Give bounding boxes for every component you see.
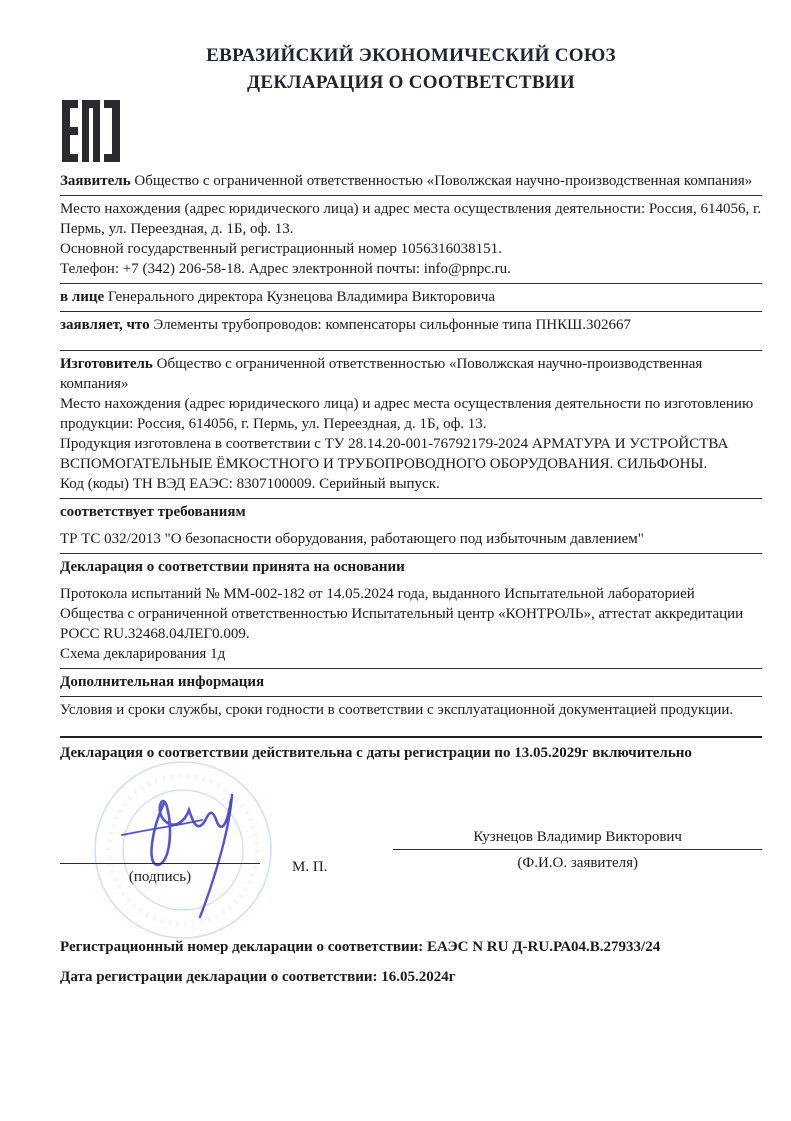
document-title-line1: ЕВРАЗИЙСКИЙ ЭКОНОМИЧЕСКИЙ СОЮЗ <box>206 45 616 66</box>
registration-date-value: 16.05.2024г <box>381 969 456 985</box>
compliance-row <box>60 499 762 554</box>
document-title-line2: ДЕКЛАРАЦИЯ О СООТВЕТСТВИИ <box>247 72 575 93</box>
manufacturer-label: Изготовитель <box>60 356 153 372</box>
in-person-row <box>60 284 762 312</box>
signature-line-block <box>60 849 260 887</box>
declares-row <box>60 312 762 351</box>
applicant-address: Место нахождения (адрес юридического лица) и адрес места осуществления деятельности: Россия, 614056, г. Пермь, ул. Переездная, д. 1Б, оф. 13. <box>60 201 762 237</box>
applicant-details-row <box>60 196 762 284</box>
registration-number-value: ЕАЭС N RU Д-RU.РА04.В.27933/24 <box>427 939 661 955</box>
registration-footer <box>60 937 762 987</box>
signature-row <box>60 829 762 887</box>
registration-date-label: Дата регистрации декларации о соответствии: <box>60 969 378 985</box>
applicant-label: Заявитель <box>60 173 131 189</box>
declarant-name: Кузнецов Владимир Викторович <box>393 827 762 850</box>
additional-text-row <box>60 697 762 738</box>
stamp-place-label: М. П. <box>292 859 328 875</box>
eac-mark-icon <box>62 100 762 162</box>
declares-label: заявляет, что <box>60 317 150 333</box>
manufacturer-text: Общество с ограниченной ответственностью «Поволжская научно-производственная компания» <box>60 356 703 392</box>
additional-header: Дополнительная информация <box>60 674 265 690</box>
basis-header: Декларация о соответствии принята на основании <box>60 559 405 575</box>
signature-line <box>60 849 260 864</box>
applicant-ogrn: Основной государственный регистрационный номер 1056316038151. <box>60 241 502 257</box>
declarant-name-block <box>393 829 762 873</box>
declares-text: Элементы трубопроводов: компенсаторы сильфонные типа ПНКШ.302667 <box>153 317 632 333</box>
declarant-name-caption: (Ф.И.О. заявителя) <box>517 855 639 871</box>
additional-header-row <box>60 669 762 697</box>
applicant-contacts: Телефон: +7 (342) 206-58-18. Адрес электронной почты: info@pnpc.ru. <box>60 261 511 277</box>
applicant-row <box>60 168 762 196</box>
compliance-text: ТР ТС 032/2013 "О безопасности оборудования, работающего под избыточным давлением" <box>60 531 644 547</box>
basis-scheme: Схема декларирования 1д <box>60 646 226 662</box>
registration-number-label: Регистрационный номер декларации о соответствии: <box>60 939 424 955</box>
manufacturer-product: Продукция изготовлена в соответствии с ТУ 28.14.20-001-76792179-2024 АРМАТУРА И УСТРОЙСТВА ВСПОМОГАТЕЛЬНЫЕ ЁМКОСТНОГО И ТРУБОПРОВОДНОГО ОБОРУДОВАНИЯ. СИЛЬФОНЫ. <box>60 436 729 472</box>
manufacturer-address: Место нахождения (адрес юридического лица) и адрес места осуществления деятельности по изготовлению продукции: Россия, 614056, г. Пермь, ул. Переездная, д. 1Б, оф. 13. <box>60 396 754 432</box>
signature-area <box>60 777 762 927</box>
manufacturer-tnved: Код (коды) ТН ВЭД ЕАЭС: 8307100009. Серийный выпуск. <box>60 476 440 492</box>
registration-date-line <box>60 967 762 987</box>
manufacturer-row <box>60 351 762 499</box>
registration-number-line <box>60 937 762 957</box>
additional-text: Условия и сроки службы, сроки годности в соответствии с эксплуатационной документацией продукции. <box>60 702 734 718</box>
in-person-label: в лице <box>60 289 105 305</box>
basis-row <box>60 554 762 669</box>
in-person-text: Генерального директора Кузнецова Владимира Викторовича <box>107 289 496 305</box>
basis-text: Протокола испытаний № ММ-002-182 от 14.05.2024 года, выданного Испытательной лабораторией Общества с ограниченной ответственностью Испытательный центр «КОНТРОЛЬ», аттестат аккредитации РОСС RU.32468.04ЛЕГ0.009. <box>60 586 744 642</box>
compliance-header: соответствует требованиям <box>60 504 246 520</box>
signature-caption: (подпись) <box>128 869 192 885</box>
validity-statement: Декларация о соответствии действительна с даты регистрации по 13.05.2029г включительно <box>60 745 692 761</box>
applicant-text: Общество с ограниченной ответственностью «Поволжская научно-производственная компания» <box>134 173 753 189</box>
